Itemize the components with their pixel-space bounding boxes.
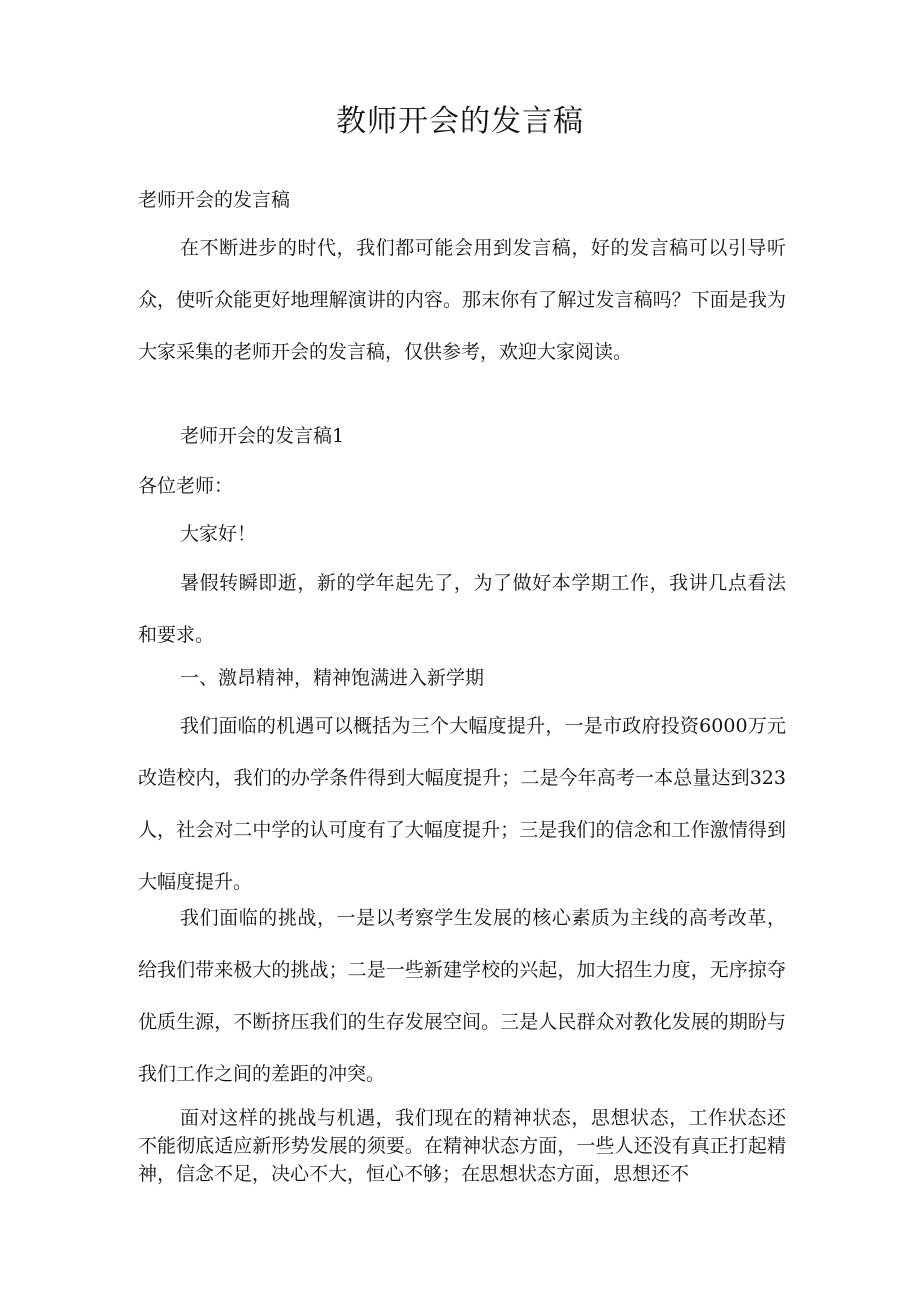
section-heading: 老师开会的发言稿1 (180, 425, 345, 447)
paragraph-opening: 暑假转瞬即逝，新的学年起先了，为了做好本学期工作，我讲几点看法和要求。 (138, 572, 786, 646)
document-title: 教师开会的发言稿 (336, 104, 584, 139)
document-subtitle: 老师开会的发言稿 (138, 189, 291, 211)
intro-paragraph: 在不断进步的时代，我们都可能会用到发言稿，好的发言稿可以引导听众，使听众能更好地理解演讲的内容。那末你有了解过发言稿吗？下面是我为大家采集的老师开会的发言稿，仅供参考，欢迎大家阅读。 (138, 237, 786, 363)
paragraph-heading-one: 一、激昂精神，精神饱满进入新学期 (180, 667, 485, 689)
paragraph-state: 面对这样的挑战与机遇，我们现在的精神状态，思想状态，工作状态还不能彻底适应新形势发展的须要。在精神状态方面，一些人还没有真正打起精神，信念不足，决心不大，恒心不够；在思想状态方面，思想还不 (138, 1107, 786, 1185)
paragraph-challenges: 我们面临的挑战，一是以考察学生发展的核心素质为主线的高考改革，给我们带来极大的挑战；二是一些新建学校的兴起，加大招生力度，无序掠夺优质生源，不断挤压我们的生存发展空间。三是人民群众对教化发展的期盼与我们工作之间的差距的冲突。 (138, 907, 786, 1085)
salutation: 各位老师： (138, 475, 234, 497)
greeting: 大家好！ (180, 523, 257, 545)
paragraph-opportunities: 我们面临的机遇可以概括为三个大幅度提升，一是市政府投资6000万元改造校内，我们的办学条件得到大幅度提升；二是今年高考一本总量达到323人，社会对二中学的认可度有了大幅度提升；三是我们的信念和工作激情得到大幅度提升。 (138, 715, 786, 893)
